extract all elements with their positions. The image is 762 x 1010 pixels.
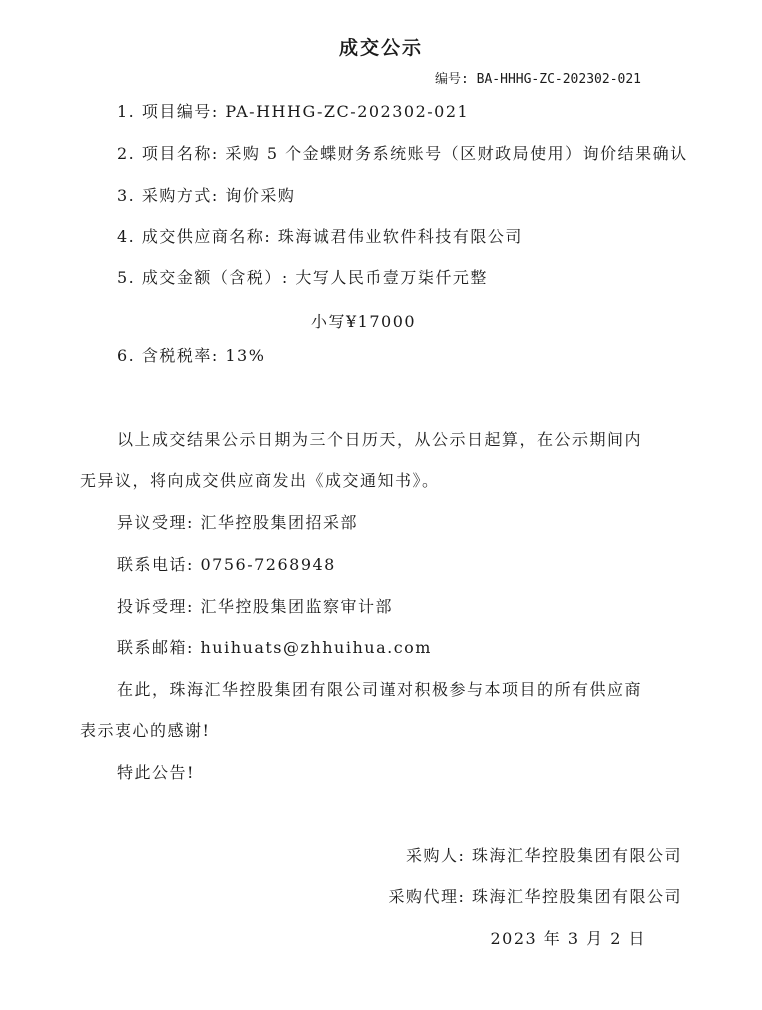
agent-signature: 采购代理: 珠海汇华控股集团有限公司 — [388, 887, 682, 906]
item-project-number: 1. 项目编号: PA-HHHG-ZC-202302-021 — [117, 102, 470, 121]
purchaser-signature: 采购人: 珠海汇华控股集团有限公司 — [406, 846, 682, 865]
document-date: 2023 年 3 月 2 日 — [490, 929, 646, 948]
item-amount-uppercase: 5. 成交金额（含税）: 大写人民币壹万柒仟元整 — [117, 268, 488, 287]
closing-statement: 特此公告! — [117, 763, 195, 782]
contact-email: 联系邮箱: huihuats@zhhuihua.com — [117, 638, 432, 657]
objection-contact: 异议受理: 汇华控股集团招采部 — [117, 513, 358, 532]
item-tax-rate: 6. 含税税率: 13% — [117, 346, 266, 365]
item-amount-lowercase: 小写¥17000 — [311, 312, 417, 331]
thanks-paragraph-line-2: 表示衷心的感谢! — [80, 721, 211, 740]
document-title: 成交公示 — [338, 37, 423, 59]
item-project-name: 2. 项目名称: 采购 5 个金蝶财务系统账号（区财政局使用）询价结果确认 — [117, 144, 688, 163]
item-supplier-name: 4. 成交供应商名称: 珠海诚君伟业软件科技有限公司 — [117, 227, 523, 246]
document-number: 编号: BA-HHHG-ZC-202302-021 — [434, 72, 641, 87]
contact-phone: 联系电话: 0756-7268948 — [117, 555, 336, 574]
thanks-paragraph-line-1: 在此，珠海汇华控股集团有限公司谨对积极参与本项目的所有供应商 — [117, 680, 643, 699]
notice-paragraph-line-2: 无异议，将向成交供应商发出《成交通知书》。 — [80, 471, 440, 490]
complaint-contact: 投诉受理: 汇华控股集团监察审计部 — [117, 597, 393, 616]
notice-paragraph-line-1: 以上成交结果公示日期为三个日历天，从公示日起算，在公示期间内 — [117, 430, 643, 449]
item-procurement-method: 3. 采购方式: 询价采购 — [117, 186, 296, 205]
